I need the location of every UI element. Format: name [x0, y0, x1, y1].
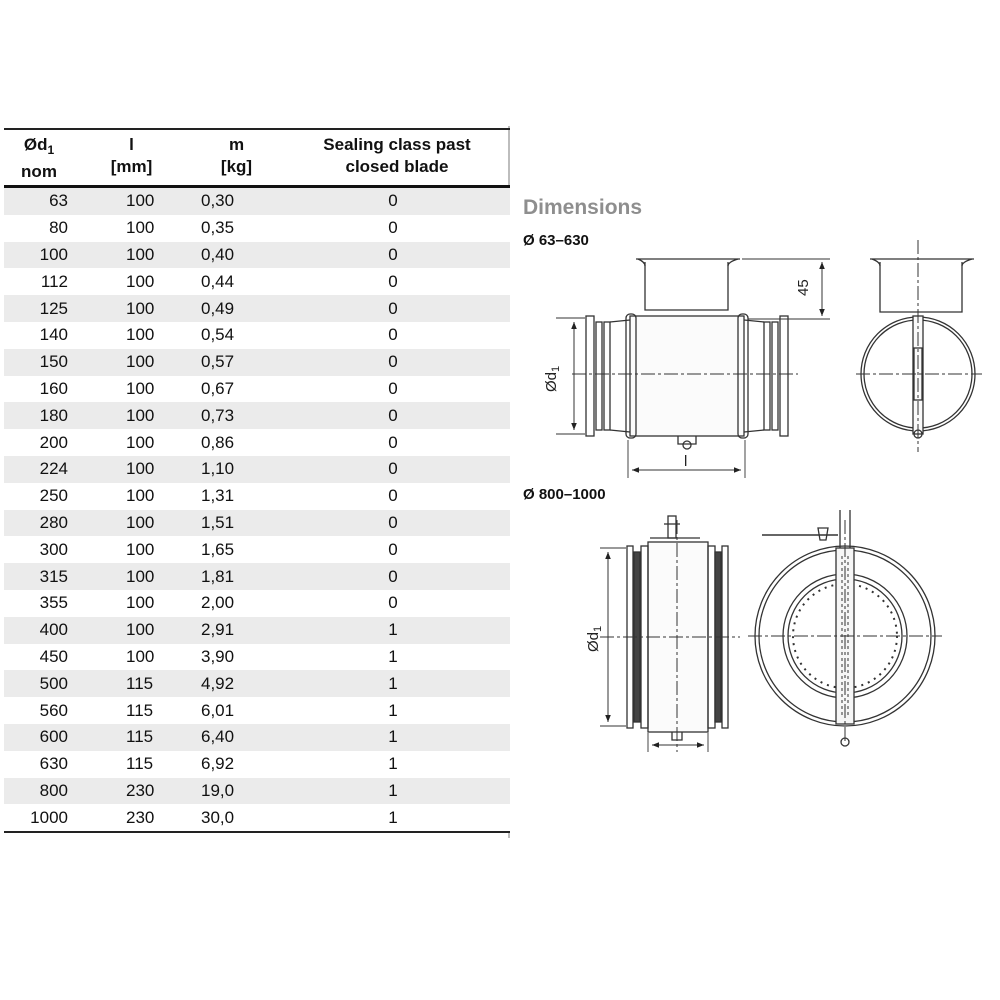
cell-mass: 0,86 [189, 429, 284, 456]
cell-diameter: 450 [4, 644, 74, 671]
cell-sealing-class: 0 [284, 268, 510, 295]
cell-diameter: 224 [4, 456, 74, 483]
cell-length: 115 [74, 724, 189, 751]
cell-sealing-class: 1 [284, 724, 510, 751]
cell-diameter: 125 [4, 295, 74, 322]
cell-length: 100 [74, 483, 189, 510]
header-sealing-class: Sealing class past closed blade [323, 135, 471, 176]
cell-sealing-class: 0 [284, 402, 510, 429]
cell-diameter: 280 [4, 510, 74, 537]
cell-mass: 4,92 [189, 670, 284, 697]
cell-length: 100 [74, 242, 189, 269]
cell-diameter: 355 [4, 590, 74, 617]
cell-diameter: 250 [4, 483, 74, 510]
header-mass: m [kg] [220, 135, 253, 176]
cell-diameter: 400 [4, 617, 74, 644]
cell-diameter: 180 [4, 402, 74, 429]
cell-sealing-class: 0 [284, 590, 510, 617]
cell-mass: 6,01 [189, 697, 284, 724]
cell-mass: 30,0 [189, 804, 284, 832]
cell-diameter: 300 [4, 536, 74, 563]
large-damper-side-view [600, 516, 740, 752]
cell-length: 100 [74, 644, 189, 671]
cell-diameter: 500 [4, 670, 74, 697]
cell-mass: 1,51 [189, 510, 284, 537]
cell-sealing-class: 0 [284, 295, 510, 322]
range-label-small: Ø 63–630 [523, 232, 589, 249]
cell-length: 230 [74, 804, 189, 832]
cell-length: 115 [74, 751, 189, 778]
cell-diameter: 80 [4, 215, 74, 242]
cell-sealing-class: 0 [284, 429, 510, 456]
cell-length: 230 [74, 778, 189, 805]
cell-mass: 1,65 [189, 536, 284, 563]
cell-length: 100 [74, 617, 189, 644]
cell-length: 115 [74, 670, 189, 697]
cell-diameter: 1000 [4, 804, 74, 832]
cell-sealing-class: 0 [284, 483, 510, 510]
cell-length: 100 [74, 376, 189, 403]
cell-sealing-class: 1 [284, 804, 510, 832]
dimension-l-label-small: l [684, 453, 688, 470]
cell-diameter: 800 [4, 778, 74, 805]
cell-diameter: 600 [4, 724, 74, 751]
cell-mass: 19,0 [189, 778, 284, 805]
cell-diameter: 630 [4, 751, 74, 778]
cell-mass: 1,81 [189, 563, 284, 590]
cell-length: 100 [74, 429, 189, 456]
cell-sealing-class: 0 [284, 563, 510, 590]
cell-diameter: 315 [4, 563, 74, 590]
cell-mass: 6,40 [189, 724, 284, 751]
cell-diameter: 63 [4, 187, 74, 215]
cell-length: 100 [74, 322, 189, 349]
header-length: l [mm] [110, 135, 153, 176]
cell-length: 100 [74, 187, 189, 215]
cell-mass: 0,57 [189, 349, 284, 376]
cell-sealing-class: 0 [284, 456, 510, 483]
small-damper-side-view [556, 259, 830, 478]
cell-mass: 0,30 [189, 187, 284, 215]
cell-length: 100 [74, 510, 189, 537]
cell-length: 100 [74, 349, 189, 376]
small-damper-front-view [856, 240, 982, 452]
cell-diameter: 112 [4, 268, 74, 295]
cell-diameter: 160 [4, 376, 74, 403]
cell-mass: 0,67 [189, 376, 284, 403]
dimensions-heading: Dimensions [523, 196, 643, 219]
cell-mass: 2,00 [189, 590, 284, 617]
cell-sealing-class: 1 [284, 617, 510, 644]
cell-sealing-class: 0 [284, 376, 510, 403]
cell-sealing-class: 1 [284, 751, 510, 778]
cell-sealing-class: 0 [284, 187, 510, 215]
cell-diameter: 140 [4, 322, 74, 349]
cell-sealing-class: 0 [284, 242, 510, 269]
cell-mass: 0,44 [189, 268, 284, 295]
large-damper-front-view [748, 510, 942, 746]
cell-length: 100 [74, 402, 189, 429]
dimension-d1-label-small: $Ød_1$ [543, 365, 562, 392]
cell-mass: 2,91 [189, 617, 284, 644]
cell-sealing-class: 1 [284, 670, 510, 697]
dimension-d1-label-large: $Ød_1$ [585, 625, 604, 652]
cell-sealing-class: 1 [284, 697, 510, 724]
cell-length: 100 [74, 456, 189, 483]
cell-sealing-class: 0 [284, 322, 510, 349]
cell-mass: 6,92 [189, 751, 284, 778]
header-diameter: $Ød_1$ nom [21, 135, 57, 181]
cell-length: 100 [74, 536, 189, 563]
range-label-large: Ø 800–1000 [523, 486, 606, 503]
cell-sealing-class: 0 [284, 215, 510, 242]
cell-sealing-class: 0 [284, 349, 510, 376]
cell-sealing-class: 1 [284, 778, 510, 805]
cell-mass: 0,54 [189, 322, 284, 349]
cell-length: 100 [74, 215, 189, 242]
cell-diameter: 100 [4, 242, 74, 269]
cell-mass: 1,10 [189, 456, 284, 483]
cell-diameter: 560 [4, 697, 74, 724]
cell-length: 100 [74, 268, 189, 295]
cell-sealing-class: 0 [284, 510, 510, 537]
cell-diameter: 200 [4, 429, 74, 456]
dimension-45-label: 45 [795, 279, 812, 296]
cell-mass: 1,31 [189, 483, 284, 510]
cell-length: 115 [74, 697, 189, 724]
cell-mass: 3,90 [189, 644, 284, 671]
cell-mass: 0,40 [189, 242, 284, 269]
cell-length: 100 [74, 295, 189, 322]
cell-length: 100 [74, 563, 189, 590]
cell-sealing-class: 1 [284, 644, 510, 671]
cell-diameter: 150 [4, 349, 74, 376]
cell-sealing-class: 0 [284, 536, 510, 563]
cell-mass: 0,73 [189, 402, 284, 429]
cell-mass: 0,35 [189, 215, 284, 242]
cell-mass: 0,49 [189, 295, 284, 322]
cell-length: 100 [74, 590, 189, 617]
